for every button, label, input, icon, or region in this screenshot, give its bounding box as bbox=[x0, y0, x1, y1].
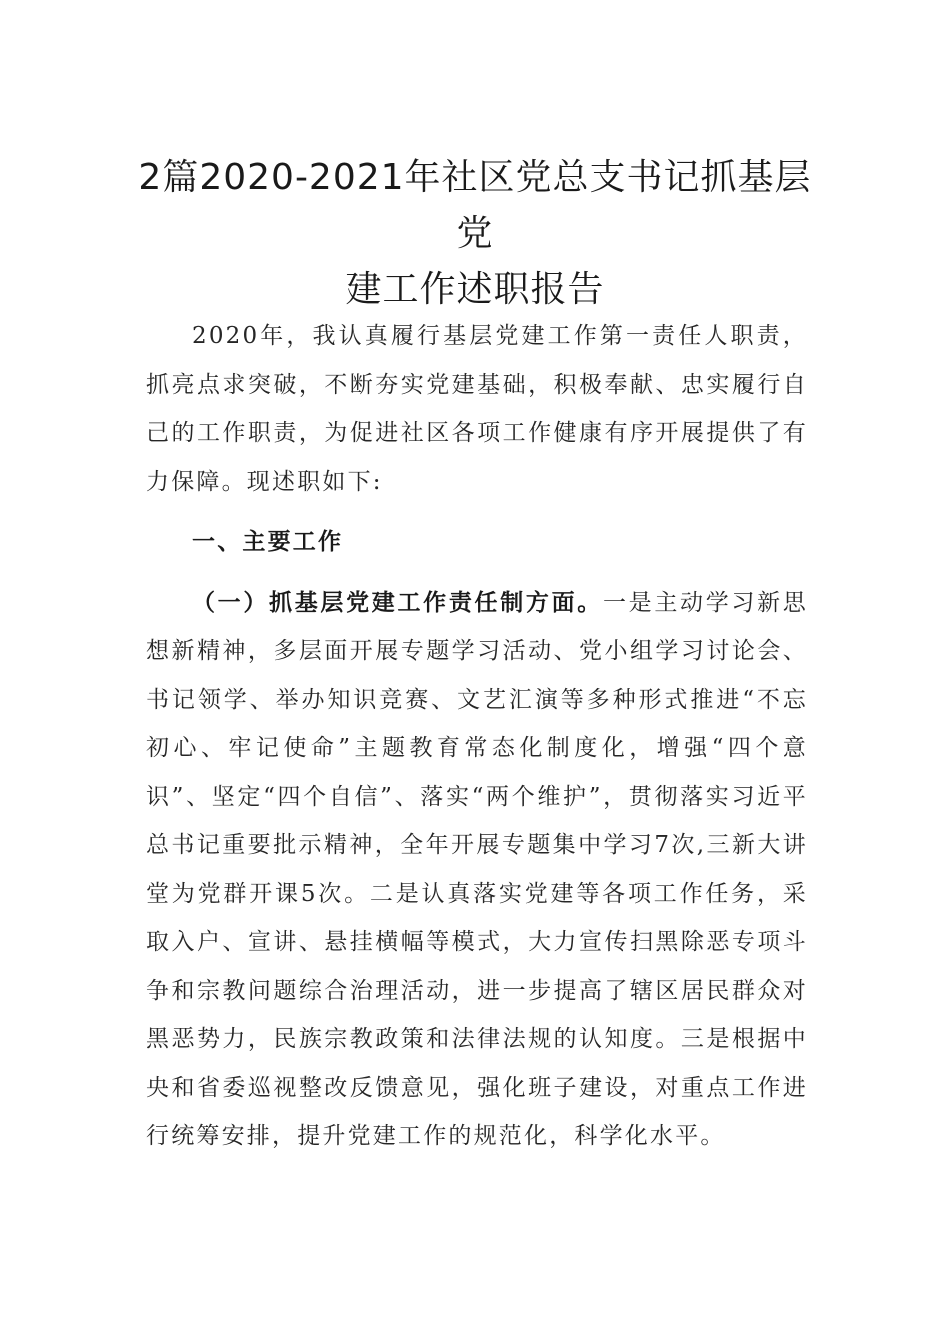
section-heading-main-work: 一、主要工作 bbox=[192, 529, 344, 555]
document-body bbox=[146, 312, 808, 1161]
subsection-body: 一是主动学习新思想新精神，多层面开展专题学习活动、党小组学习讨论会、书记领学、举办知识竞赛、文艺汇演等多种形式推进“不忘初心、牢记使命”主题教育常态化制度化，增强“四个意识”、坚定“四个自信”、落实“两个维护”，贯彻落实习近平总书记重要批示精神，全年开展专题集中学习7次,三新大讲堂为党群开课5次。二是认真落实党建等各项工作任务，采取入户、宣讲、悬挂横幅等模式，大力宣传扫黑除恶专项斗争和宗教问题综合治理活动，进一步提高了辖区居民群众对黑恶势力，民族宗教政策和法律法规的认知度。三是根据中央和省委巡视整改反馈意见，强化班子建设，对重点工作进行统筹安排，提升党建工作的规范化，科学化水平。 bbox=[146, 589, 808, 1149]
title-line-2: 建工作述职报告 bbox=[345, 269, 605, 310]
subsection-lead: （一）抓基层党建工作责任制方面。 bbox=[192, 589, 603, 616]
intro-paragraph: 2020年，我认真履行基层党建工作第一责任人职责，抓亮点求突破，不断夯实党建基础，积极奉献、忠实履行自己的工作职责，为促进社区各项工作健康有序开展提供了有力保障。现述职如下: bbox=[146, 323, 808, 495]
document-title bbox=[120, 150, 830, 318]
title-line-1: 2篇2020-2021年社区党总支书记抓基层党 bbox=[138, 157, 812, 254]
subsection-paragraph-1 bbox=[146, 579, 808, 1161]
